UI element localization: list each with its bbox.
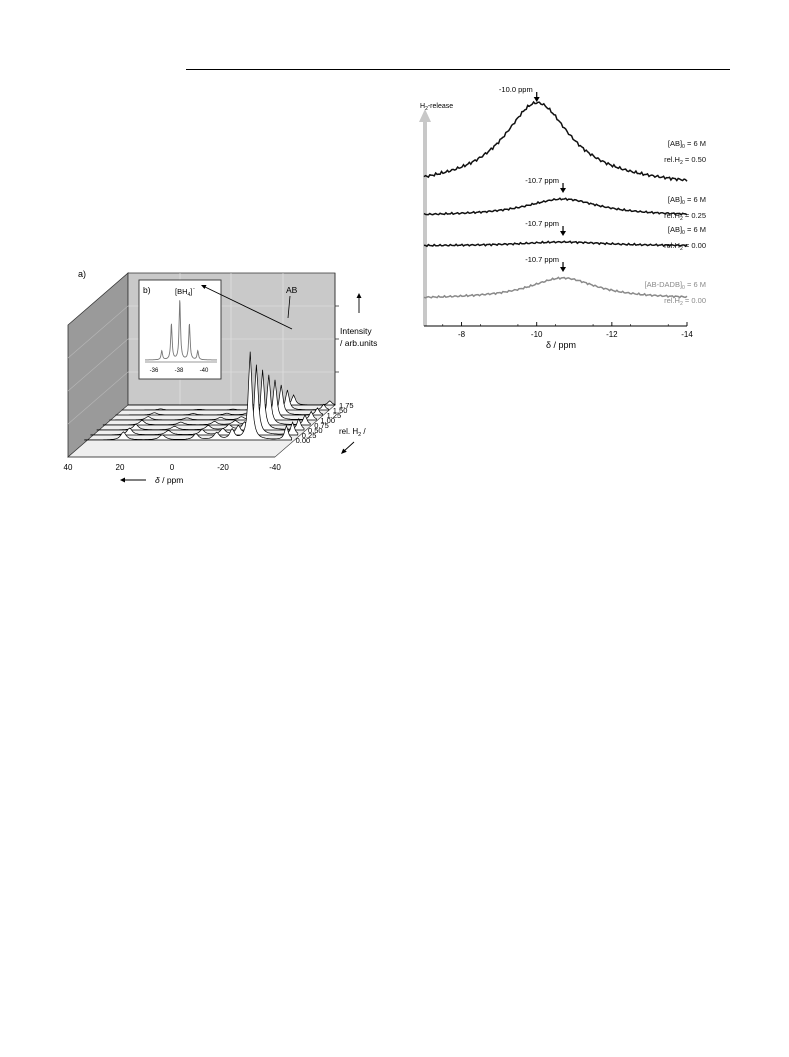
depth-axis-label: rel. $H_2$ /	[339, 427, 366, 438]
waterfall-3d-plot	[60, 258, 395, 490]
depth-tick-label: 0.25	[301, 431, 317, 440]
z-axis-arrow-head	[357, 293, 362, 298]
x-axis-arrow-head	[120, 478, 125, 483]
trace-label-line1: $[AB-DADB]_0 = 6$ M	[644, 280, 706, 291]
x-tick: 40	[63, 463, 73, 472]
z-axis	[335, 273, 339, 405]
x-tick: -20	[217, 463, 229, 472]
x-axis-ticks	[443, 322, 694, 339]
trace-label-line2: $rel.H_2 = 0.25$	[664, 211, 706, 222]
x-tick: 20	[115, 463, 125, 472]
trace-label-line1: $[AB]_0 = 6$ M	[667, 195, 706, 206]
depth-tick-label: 0.00	[295, 436, 311, 445]
peak-label-ab: AB	[286, 285, 298, 295]
y-axis-label: $H_2$-release	[420, 103, 454, 112]
depth-tick-label: 1.00	[320, 416, 336, 425]
x-tick-label: -10	[530, 330, 543, 339]
peak-arrow-head	[534, 97, 540, 102]
x-tick: 0	[169, 463, 175, 472]
trace-label-line2: $rel.H_2 = 0.00$	[664, 241, 706, 252]
x-axis-label: δ / ppm	[155, 475, 184, 485]
peak-arrow-head	[560, 231, 566, 236]
depth-tick-label: 1.25	[326, 411, 342, 420]
spectrum-trace-0	[424, 102, 687, 181]
depth-tick-label: 0.50	[308, 426, 323, 435]
inset-charge-minus: -	[193, 286, 195, 292]
spectra-traces	[424, 85, 706, 307]
depth-tick-label: 1.75	[339, 401, 354, 410]
trace-label-line2: $rel.H_2 = 0.00$	[664, 296, 706, 307]
header-rule	[186, 69, 730, 70]
inset-x-tick: -40	[199, 368, 209, 374]
depth-tick-label: 1.50	[332, 406, 348, 415]
peak-label: -10.7 ppm	[525, 219, 560, 228]
z-axis-label-line2: / arb.units	[340, 338, 378, 348]
trace-label-line2: $rel.H_2 = 0.50$	[664, 155, 706, 166]
peak-arrow-head	[560, 267, 566, 272]
x-tick: -40	[269, 463, 281, 472]
stacked-spectra-plot	[410, 80, 710, 356]
trace-label-line1: $[AB]_0 = 6$ M	[667, 225, 706, 236]
x-tick-label: -14	[681, 330, 693, 339]
trace-label-line1: $[AB]_0 = 6$ M	[667, 139, 706, 150]
x-tick-label: -8	[458, 330, 466, 339]
panel-label-a: a)	[78, 269, 87, 279]
peak-label: -10.7 ppm	[525, 176, 560, 185]
release-arrow-shaft	[423, 118, 427, 326]
peak-label: -10.7 ppm	[525, 255, 560, 264]
z-axis-label-line1: Intensity	[340, 326, 372, 336]
spectrum-trace-1	[424, 198, 687, 215]
panel-label-b: b)	[143, 285, 151, 295]
peak-label: -10.0 ppm	[498, 85, 533, 94]
depth-tick-label: 0.75	[314, 421, 329, 430]
inset-x-tick: -36	[149, 368, 159, 374]
x-tick-label: -12	[606, 330, 618, 339]
peak-arrow-head	[560, 188, 566, 193]
spectrum-trace-2	[424, 241, 687, 246]
x-axis-label: δ / ppm	[545, 340, 577, 350]
inset-x-tick: -38	[174, 368, 184, 374]
inset-species-label: $[BH_4]$	[175, 287, 193, 298]
